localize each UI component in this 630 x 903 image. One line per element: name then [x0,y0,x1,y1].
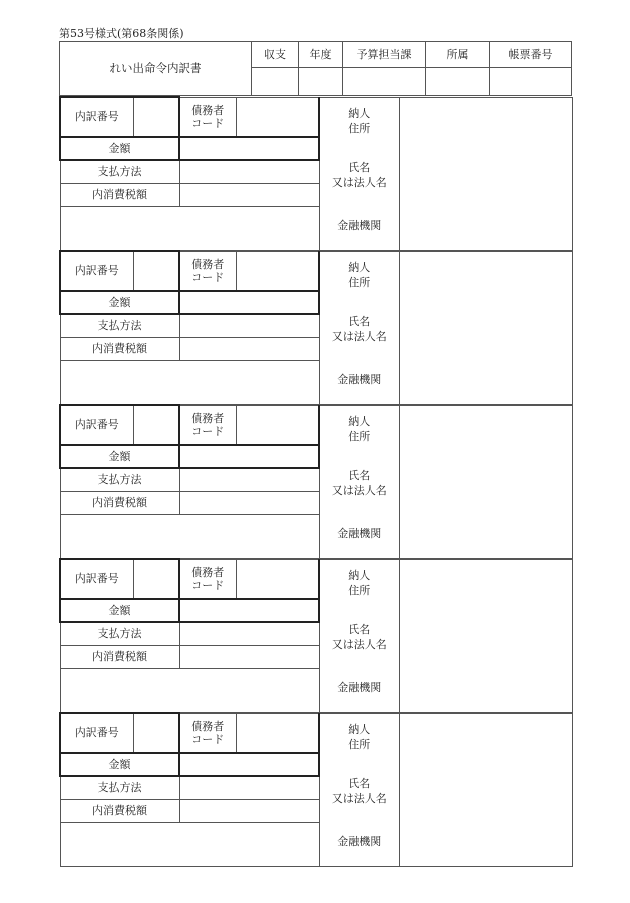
form-title: れい出命令内訳書 [60,42,252,96]
notes-field[interactable] [60,360,319,404]
breakdown-number-field[interactable] [133,251,179,291]
payee-labels-cell [319,251,399,404]
breakdown-entry-1 [59,96,573,251]
payee-name-label-line2: 又は法人名 [331,791,387,805]
payment-method-label: 支払方法 [60,160,179,183]
header-table [59,41,572,96]
payee-details-field[interactable] [399,405,572,558]
consumption-tax-field[interactable] [179,799,319,822]
payee-address-label-line1: 納人 [348,260,371,274]
notes-field[interactable] [60,206,319,250]
breakdown-number-label: 内訳番号 [60,559,133,599]
consumption-tax-label: 内消費税額 [60,491,179,514]
debtor-code-field[interactable] [236,251,319,291]
consumption-tax-field[interactable] [179,337,319,360]
payee-address-label-line2: 住所 [348,737,371,751]
notes-field[interactable] [60,668,319,712]
debtor-code-field[interactable] [236,405,319,445]
payee-details-field[interactable] [399,97,572,250]
amount-field[interactable] [179,445,319,468]
breakdown-number-field[interactable] [133,97,179,137]
consumption-tax-field[interactable] [179,183,319,206]
payee-name-label-line1: 氏名 [348,468,371,482]
payee-name-label [320,314,399,344]
amount-field[interactable] [179,599,319,622]
payee-address-label [320,414,399,444]
payee-address-label [320,106,399,136]
financial-institution-label: 金融機関 [337,372,382,386]
debtor-code-label-line1: 債務者 [191,103,225,117]
amount-label: 金額 [60,445,179,468]
debtor-code-label [179,713,236,753]
payment-method-label: 支払方法 [60,776,179,799]
form-number: 第53号様式(第68条関係) [59,27,184,40]
breakdown-number-field[interactable] [133,559,179,599]
breakdown-number-label: 内訳番号 [60,97,133,137]
payee-name-label [320,160,399,190]
payee-address-label-line2: 住所 [348,121,371,135]
debtor-code-label [179,559,236,599]
breakdown-entry-2 [59,250,573,405]
header-label-fiscal-year: 年度 [299,42,343,68]
payee-address-label-line1: 納人 [348,106,371,120]
debtor-code-label-line1: 債務者 [191,257,225,271]
payee-details-field[interactable] [399,251,572,404]
header-label-form-number: 帳票番号 [490,42,572,68]
header-field-form-number[interactable] [490,68,572,96]
financial-institution-label: 金融機関 [337,218,382,232]
payment-method-label: 支払方法 [60,622,179,645]
payee-address-label-line1: 納人 [348,414,371,428]
payee-name-label-line1: 氏名 [348,776,371,790]
amount-field[interactable] [179,137,319,160]
header-field-department[interactable] [426,68,490,96]
consumption-tax-field[interactable] [179,645,319,668]
payee-address-label [320,260,399,290]
debtor-code-label-line1: 債務者 [191,411,225,425]
debtor-code-label-line2: コード [191,424,225,438]
amount-label: 金額 [60,291,179,314]
debtor-code-label [179,251,236,291]
payee-address-label-line2: 住所 [348,429,371,443]
debtor-code-label-line1: 債務者 [191,719,225,733]
notes-field[interactable] [60,822,319,866]
payee-name-label-line2: 又は法人名 [331,175,387,189]
payee-name-label-line2: 又は法人名 [331,329,387,343]
amount-label: 金額 [60,137,179,160]
breakdown-entry-3 [59,404,573,559]
debtor-code-label-line2: コード [191,732,225,746]
consumption-tax-label: 内消費税額 [60,799,179,822]
consumption-tax-label: 内消費税額 [60,337,179,360]
payee-details-field[interactable] [399,713,572,866]
payee-name-label [320,468,399,498]
breakdown-entry-4 [59,558,573,713]
payee-address-label-line2: 住所 [348,275,371,289]
header-label-department: 所属 [426,42,490,68]
financial-institution-label: 金融機関 [337,526,382,540]
breakdown-number-label: 内訳番号 [60,713,133,753]
payment-method-field[interactable] [179,468,319,491]
payee-name-label-line1: 氏名 [348,314,371,328]
debtor-code-field[interactable] [236,559,319,599]
payment-method-label: 支払方法 [60,314,179,337]
debtor-code-label [179,97,236,137]
payment-method-field[interactable] [179,160,319,183]
payee-labels-cell [319,559,399,712]
payee-name-label [320,622,399,652]
payment-method-field[interactable] [179,314,319,337]
debtor-code-label-line2: コード [191,270,225,284]
financial-institution-label: 金融機関 [337,680,382,694]
breakdown-number-field[interactable] [133,713,179,753]
payment-method-label: 支払方法 [60,468,179,491]
payee-address-label [320,722,399,752]
consumption-tax-label: 内消費税額 [60,645,179,668]
breakdown-entry-5 [59,712,573,867]
payee-address-label-line2: 住所 [348,583,371,597]
payment-method-field[interactable] [179,776,319,799]
payee-name-label-line2: 又は法人名 [331,637,387,651]
payee-address-label [320,568,399,598]
payee-labels-cell [319,97,399,250]
debtor-code-field[interactable] [236,97,319,137]
debtor-code-label-line2: コード [191,578,225,592]
amount-field[interactable] [179,753,319,776]
amount-label: 金額 [60,599,179,622]
header-label-income-expense: 収支 [252,42,299,68]
payee-address-label-line1: 納人 [348,722,371,736]
payee-name-label-line1: 氏名 [348,622,371,636]
payee-labels-cell [319,405,399,558]
debtor-code-label [179,405,236,445]
debtor-code-label-line2: コード [191,116,225,130]
header-label-budget-section: 予算担当課 [343,42,426,68]
notes-field[interactable] [60,514,319,558]
consumption-tax-field[interactable] [179,491,319,514]
consumption-tax-label: 内消費税額 [60,183,179,206]
header-field-income-expense[interactable] [252,68,299,96]
breakdown-number-field[interactable] [133,405,179,445]
payee-details-field[interactable] [399,559,572,712]
breakdown-number-label: 内訳番号 [60,405,133,445]
debtor-code-label-line1: 債務者 [191,565,225,579]
header-field-fiscal-year[interactable] [299,68,343,96]
financial-institution-label: 金融機関 [337,834,382,848]
payment-method-field[interactable] [179,622,319,645]
amount-field[interactable] [179,291,319,314]
payee-address-label-line1: 納人 [348,568,371,582]
header-field-budget-section[interactable] [343,68,426,96]
debtor-code-field[interactable] [236,713,319,753]
breakdown-number-label: 内訳番号 [60,251,133,291]
payee-name-label-line2: 又は法人名 [331,483,387,497]
amount-label: 金額 [60,753,179,776]
payee-name-label [320,776,399,806]
payee-name-label-line1: 氏名 [348,160,371,174]
payee-labels-cell [319,713,399,866]
